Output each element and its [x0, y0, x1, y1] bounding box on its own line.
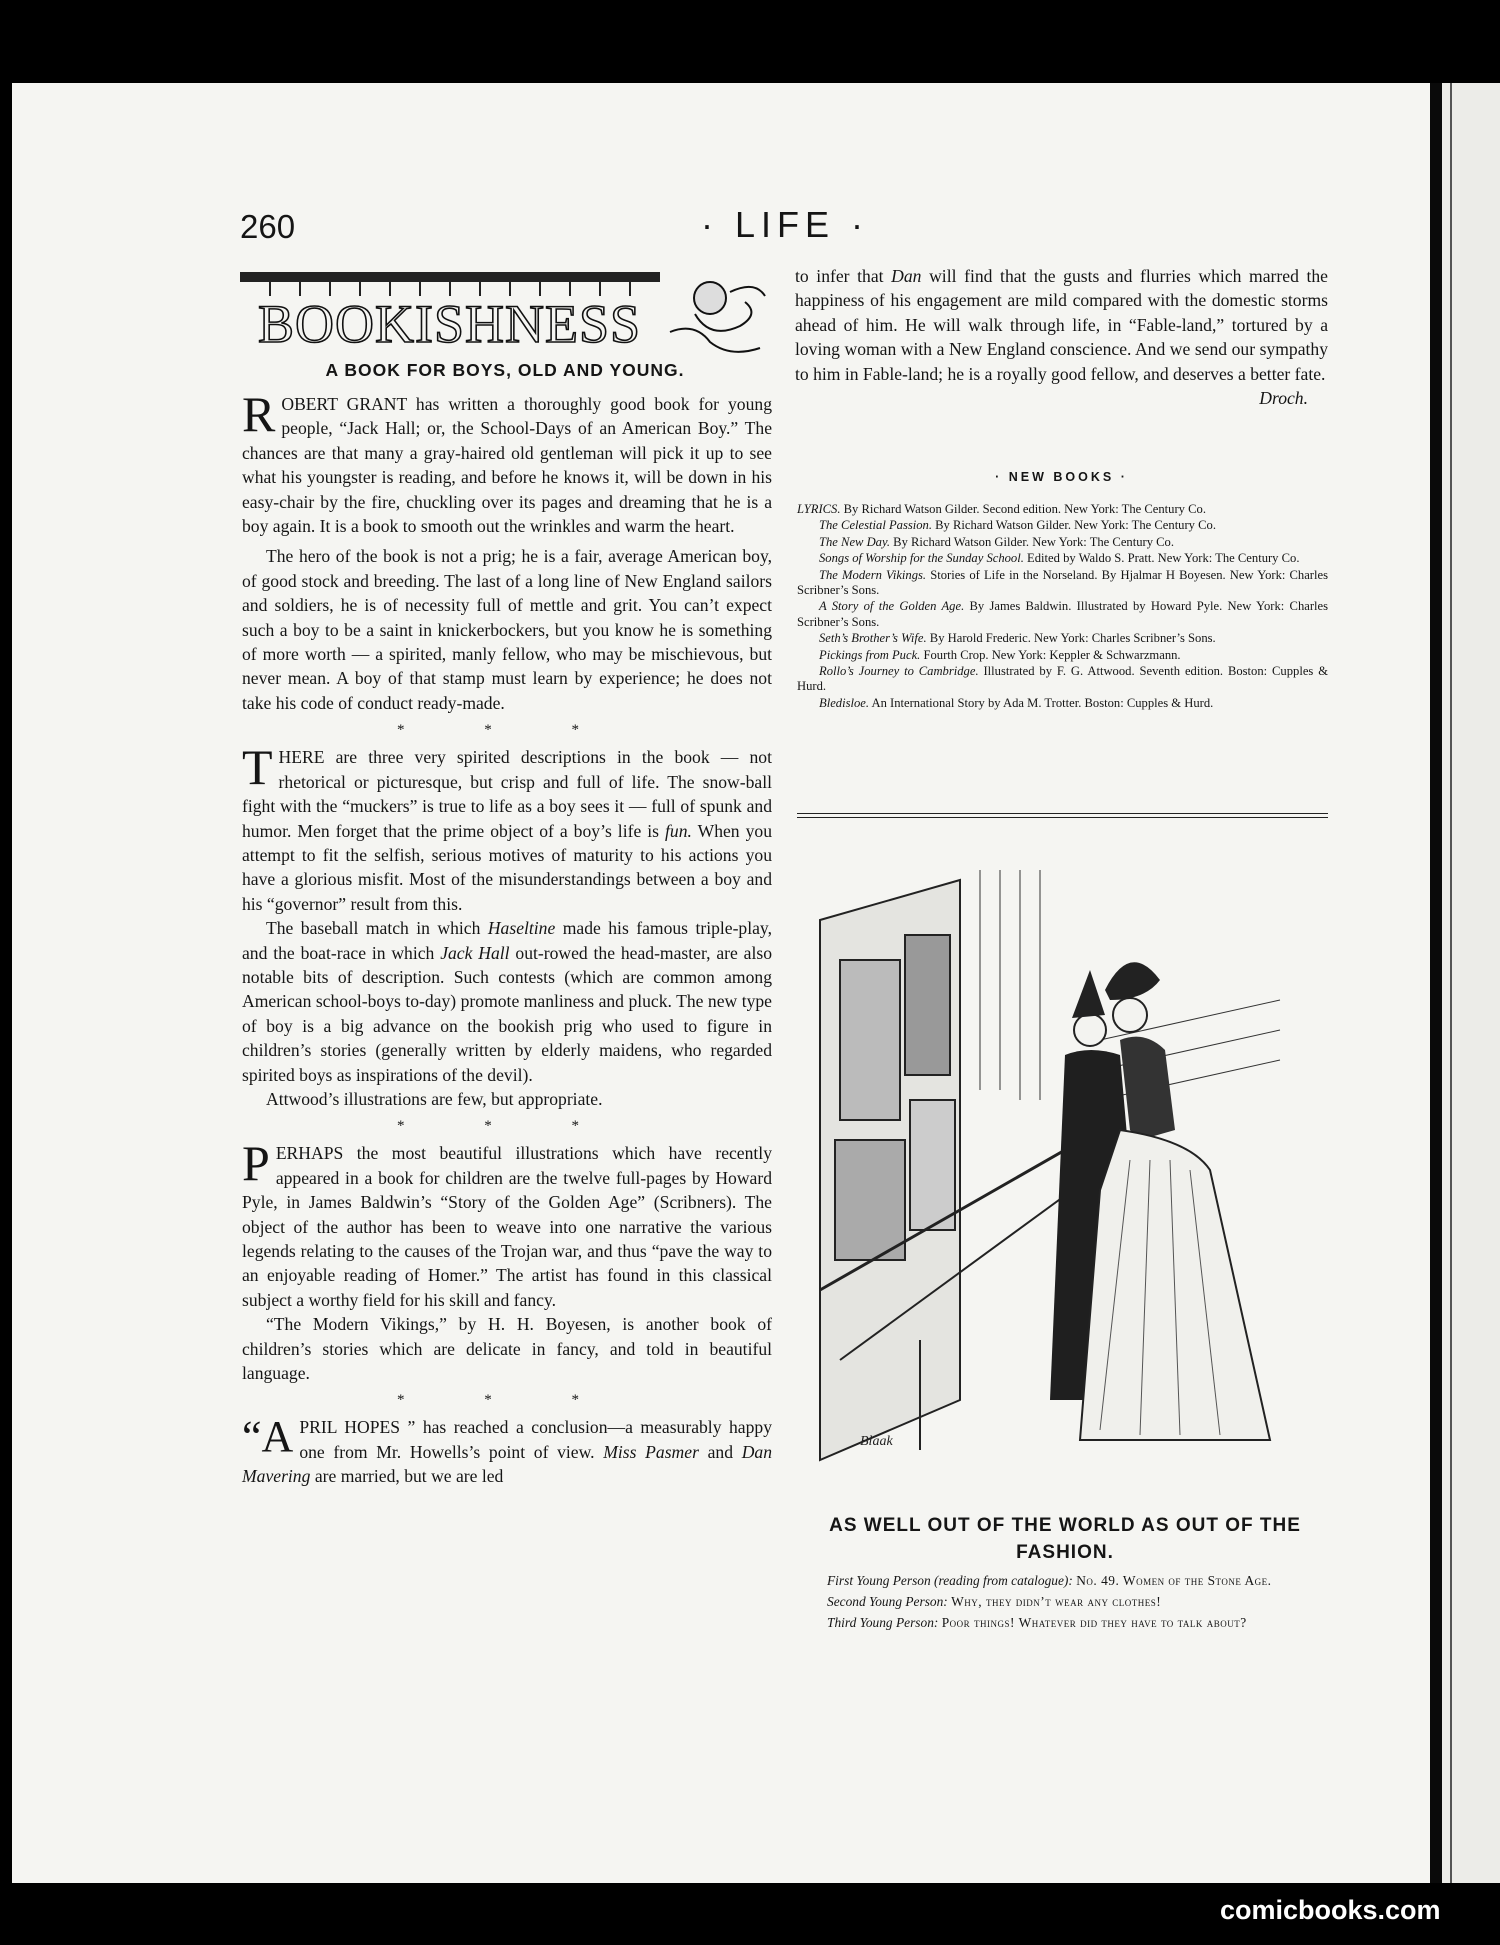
drop-cap: T	[242, 739, 273, 796]
drop-cap: “A	[242, 1412, 294, 1462]
banner-bar	[240, 272, 660, 282]
artist-signature: Blaak	[860, 1434, 893, 1449]
dialogue-text: Why, they didn’t wear any clothes!	[951, 1594, 1162, 1609]
book-spine	[1430, 83, 1442, 1883]
right-column-continuation	[795, 264, 1328, 410]
book-details: By Richard Watson Gilder. New York: The Century Co.	[935, 518, 1216, 533]
book-title: Bledisloe.	[819, 695, 870, 710]
paragraph-text: When you attempt to fit the selfish, serious motives of maturity to his actions you have a glorious misfit. Most of the misunderstandings between a boy and his “governor” result from this.	[242, 820, 772, 914]
speaker: First Young Person (reading from catalogue):	[827, 1573, 1073, 1588]
woman-right-figure	[1080, 962, 1270, 1440]
book-entry	[797, 518, 1328, 533]
masthead-life: · LIFE ·	[700, 204, 869, 245]
paragraph-4	[242, 916, 772, 1087]
cartoon-dialogue	[797, 1570, 1332, 1633]
book-details: An International Story by Ada M. Trotter. Boston: Cupples & Hurd.	[871, 695, 1214, 710]
paragraph-3	[242, 739, 772, 916]
book-entry	[797, 551, 1328, 566]
book-entry	[797, 631, 1328, 646]
paragraph-2: The hero of the book is not a prig; he is a fair, average American boy, of good stock and breeding. The last of a long line of New England sailors and soldiers, he is of necessity full of mettle and grit. You can’t expect such a boy to be a saint in knickerbockers, but you know he is something of more worth — a spirited, manly fellow, who may be mischievous, but never mean. A boy of that stamp must learn by experience; he does not take his code of conduct ready-made.	[242, 546, 772, 713]
book-entry	[797, 535, 1328, 550]
emphasis: Dan	[891, 266, 922, 286]
paragraph-text: OBERT GRANT has written a thoroughly good book for young people, “Jack Hall; or, the School-Days of an American Boy.” The chances are that many a gray-haired old gentleman will pick it up to see what his youngster is reading, and before he knows it, will be down in his easy-chair by the fire, chuckling over its pages and dreaming that he is a boy again. It is a book to smooth out the wrinkles and warm the heart.	[242, 394, 772, 537]
emphasis: Miss Pasmer	[603, 1441, 699, 1462]
section-divider: * * *	[397, 722, 617, 739]
book-title: Songs of Worship for the Sunday School.	[819, 551, 1024, 566]
paragraph-8	[242, 1412, 773, 1488]
section-divider: * * *	[397, 1392, 617, 1409]
page-number: 260	[240, 208, 296, 245]
dialogue-text: Poor things! Whatever did they have to talk about?	[941, 1615, 1247, 1630]
book-details: By Richard Watson Gilder. New York: The Century Co.	[893, 534, 1174, 549]
book-details: Edited by Waldo S. Pratt. New York: The Century Co.	[1027, 551, 1300, 566]
book-details: Stories of Life in the Norseland. By Hjalmar H Boyesen. New York: Charles Scribner’s Sons.	[797, 567, 1328, 598]
new-books-heading: · NEW BOOKS ·	[995, 470, 1128, 484]
book-entry	[797, 664, 1328, 695]
book-title: Pickings from Puck.	[819, 647, 921, 662]
book-details: Fourth Crop. New York: Keppler & Schwarzmann.	[923, 647, 1181, 662]
speaker: Second Young Person:	[827, 1594, 948, 1609]
book-title: A Story of the Golden Age.	[819, 599, 965, 614]
dialogue-line	[797, 1612, 1332, 1633]
adjacent-page-edge	[1442, 83, 1500, 1883]
paragraph-text: to infer that	[795, 266, 884, 286]
book-entry	[797, 648, 1328, 663]
paragraph-text: ERHAPS the most beautiful illustrations which have recently appeared in a book for children are the twelve full-pages by Howard Pyle, in James Baldwin’s “Story of the Golden Age” (Scribners). The object of the author has been to weave into one narrative the various legends relating to the causes of the Trojan war, and thus “pave the way to an enjoyable reading of Homer.” The artist has found in this classical subject a worthy field for his skill and fancy.	[242, 1143, 772, 1310]
book-details: By James Baldwin. Illustrated by Howard Pyle. New York: Charles Scribner’s Sons.	[797, 599, 1329, 629]
paragraph-1	[242, 386, 772, 538]
book-title: The Celestial Passion.	[819, 518, 932, 533]
paragraph-5: Attwood’s illustrations are few, but appropriate.	[266, 1088, 603, 1109]
site-watermark: comicbooks.com	[1220, 1895, 1441, 1925]
article-subhead: A BOOK FOR BOYS, OLD AND YOUNG.	[325, 360, 685, 380]
paragraph-continued	[795, 264, 1328, 386]
book-title: The Modern Vikings.	[819, 567, 927, 582]
paragraph-text: PRIL HOPES ” has reached a conclusion—a measurably happy one from Mr. Howells’s point of view.	[299, 1417, 772, 1462]
paragraph-text: will find that the gusts and flurries which marred the happiness of his engagement are mild compared with the domestic storms ahead of him. He will walk through life, in “Fable-land,” tortured by a loving woman with a New England conscience. And we send our sympathy to him in Fable-land; he is a royally good fellow, and deserves a better fate.	[795, 266, 1328, 384]
left-column	[242, 386, 773, 1489]
dialogue-text: No. 49. Women of the Stone Age.	[1076, 1573, 1272, 1588]
book-details: Illustrated by F. G. Attwood. Seventh edition. Boston: Cupples & Hurd.	[797, 664, 1328, 694]
paragraph-text: made his famous triple-play, and the boat-race in which	[242, 918, 772, 963]
emphasis: Dan Mavering	[242, 1441, 773, 1487]
paragraph-text: are married, but we are led	[314, 1466, 504, 1487]
dialogue-line	[797, 1570, 1332, 1591]
emphasis: fun.	[665, 820, 692, 841]
new-books-list	[797, 502, 1328, 712]
paragraph-text: The baseball match in which	[266, 918, 481, 939]
double-rule-divider	[797, 813, 1328, 818]
book-details: By Richard Watson Gilder. Second edition. New York: The Century Co.	[843, 502, 1206, 516]
drop-cap: P	[242, 1135, 270, 1192]
dialogue-line	[797, 1591, 1332, 1612]
illustration-women-at-gallery	[800, 840, 1305, 1485]
book-title: LYRICS.	[797, 502, 841, 516]
paragraph-6	[242, 1135, 772, 1312]
cartoon-caption-title: AS WELL OUT OF THE WORLD AS OUT OF THE FASHION.	[829, 1515, 1301, 1563]
author-signature: Droch.	[1259, 388, 1308, 409]
banner-title: BOOKISHNESS	[258, 294, 642, 354]
book-entry	[797, 502, 1328, 517]
cherub-icon	[670, 282, 765, 352]
book-entry	[797, 599, 1328, 630]
book-title: Seth’s Brother’s Wife.	[819, 631, 927, 646]
page-edge-line	[1450, 83, 1452, 1883]
book-title: Rollo’s Journey to Cambridge.	[819, 664, 979, 679]
book-entry	[797, 696, 1328, 711]
paragraph-text: and	[707, 1441, 734, 1462]
emphasis: Jack Hall	[440, 942, 510, 963]
section-divider: * * *	[397, 1118, 617, 1135]
paragraph-text: out-rowed the head-master, are also notable bits of description. Such contests (which are common among American school-boys to-day) promote manliness and pluck. The new type of boy is a big advance on the bookish prig who used to figure in children’s stories (generally written by elderly maidens, who regarded spirited boys as inspirations of the devil).	[242, 942, 773, 1085]
bookishness-banner	[240, 262, 770, 360]
book-entry	[797, 568, 1328, 599]
drop-cap: R	[242, 386, 276, 442]
book-details: By Harold Frederic. New York: Charles Scribner’s Sons.	[929, 631, 1216, 646]
paragraph-7: “The Modern Vikings,” by H. H. Boyesen, is another book of children’s stories which are delicate in fancy, and told in beautiful language.	[242, 1314, 772, 1384]
paragraph-text: HERE are three very spirited descriptions in the book — not rhetorical or picturesque, but crisp and full of life. The snow-ball fight with the “muckers” is true to life as a boy sees it — full of spunk and humor. Men forget that the prime object of a boy’s life is	[242, 747, 772, 841]
speaker: Third Young Person:	[827, 1615, 939, 1630]
emphasis: Haseltine	[487, 918, 556, 939]
book-title: The New Day.	[819, 534, 891, 549]
